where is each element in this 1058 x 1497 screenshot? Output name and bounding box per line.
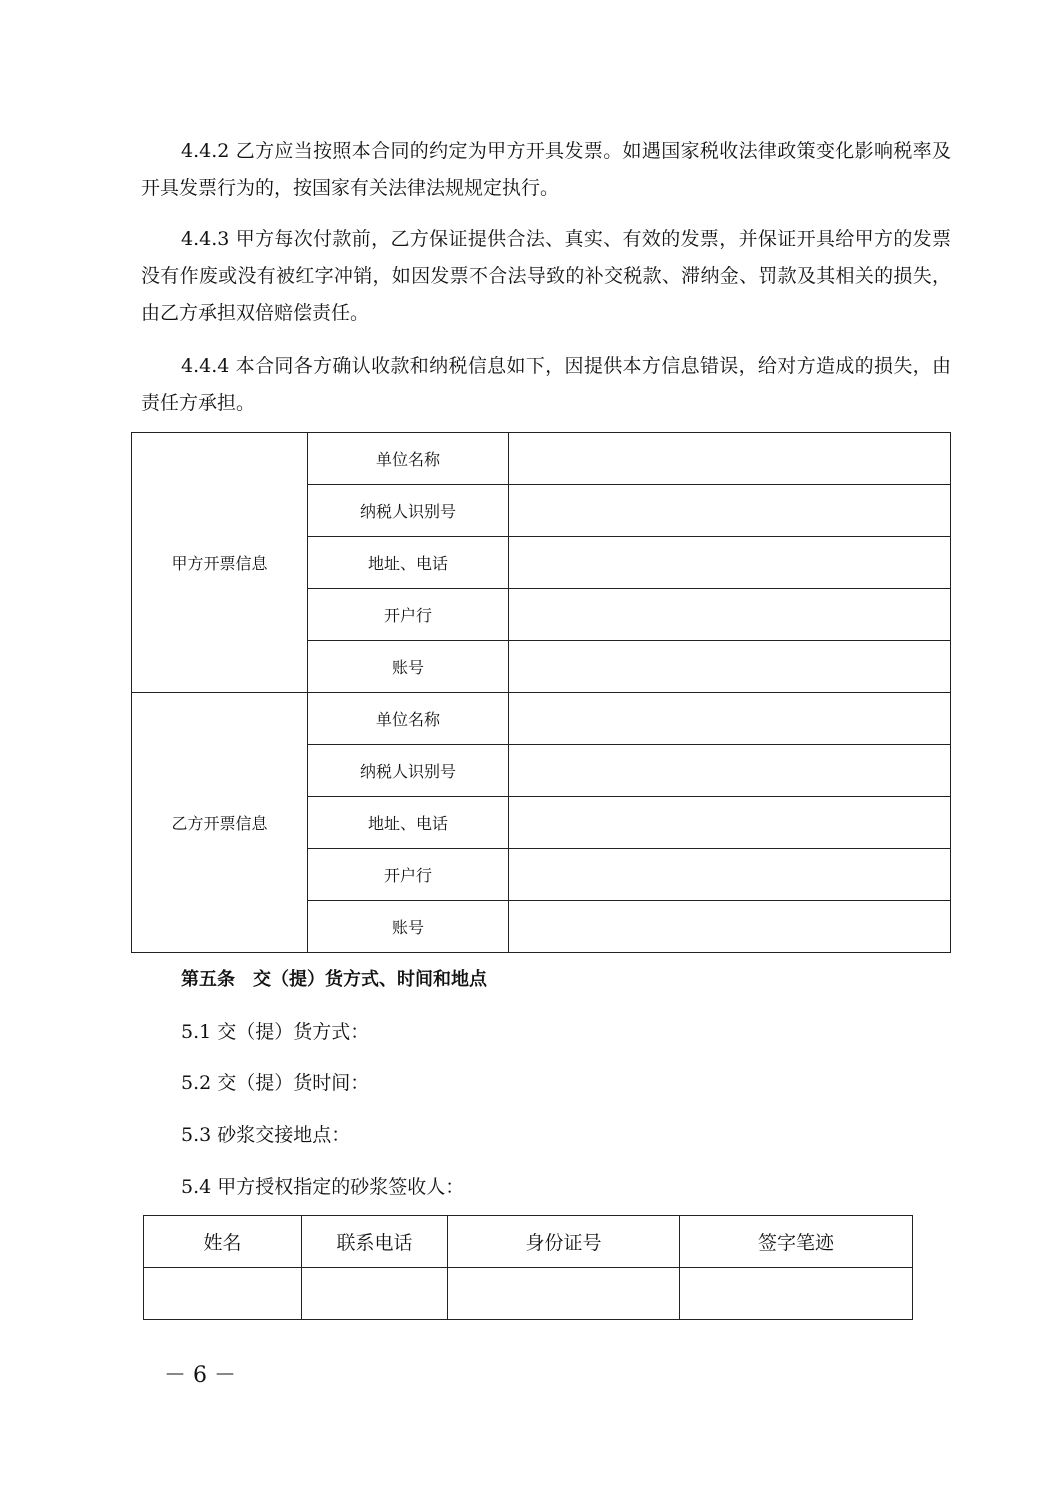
signature-cell[interactable]: [680, 1268, 913, 1320]
field-label: 账号: [308, 901, 509, 953]
paragraph-4-4-3: 4.4.3 甲方每次付款前，乙方保证提供合法、真实、有效的发票，并保证开具给甲方的发票没有作废或没有被红字冲销，如因发票不合法导致的补交税款、滞纳金、罚款及其相关的损失，由乙方承担双倍赔偿责任。: [141, 228, 951, 324]
field-label: 纳税人识别号: [308, 745, 509, 797]
field-value-cell[interactable]: [509, 745, 951, 797]
id-number-cell[interactable]: [448, 1268, 680, 1320]
header-name: 姓名: [144, 1216, 302, 1268]
field-label: 单位名称: [308, 433, 509, 485]
table-row: [144, 1268, 913, 1320]
item-5-1: 5.1 交（提）货方式：: [181, 1021, 370, 1043]
header-signature: 签字笔迹: [680, 1216, 913, 1268]
field-value-cell[interactable]: [509, 433, 951, 485]
field-label: 地址、电话: [308, 797, 509, 849]
field-label: 开户行: [308, 589, 509, 641]
item-5-3: 5.3 砂浆交接地点：: [181, 1124, 351, 1146]
party-a-group-label: 甲方开票信息: [132, 433, 308, 693]
paragraph-4-4-4: 4.4.4 本合同各方确认收款和纳税信息如下，因提供本方信息错误，给对方造成的损失，由责任方承担。: [141, 355, 951, 414]
field-value-cell[interactable]: [509, 537, 951, 589]
item-5-4: 5.4 甲方授权指定的砂浆签收人：: [181, 1176, 465, 1198]
field-label: 开户行: [308, 849, 509, 901]
field-label: 地址、电话: [308, 537, 509, 589]
field-value-cell[interactable]: [509, 485, 951, 537]
field-value-cell[interactable]: [509, 797, 951, 849]
item-5-2: 5.2 交（提）货时间：: [181, 1072, 370, 1094]
invoice-info-table: [131, 432, 951, 953]
party-b-group-label: 乙方开票信息: [132, 693, 308, 953]
section-5-heading: 第五条 交（提）货方式、时间和地点: [181, 969, 487, 990]
header-phone: 联系电话: [302, 1216, 448, 1268]
table-row: [132, 693, 951, 745]
field-label: 纳税人识别号: [308, 485, 509, 537]
field-value-cell[interactable]: [509, 693, 951, 745]
table-row: [132, 433, 951, 485]
paragraph-4-4-2: 4.4.2 乙方应当按照本合同的约定为甲方开具发票。如遇国家税收法律政策变化影响税率及开具发票行为的，按国家有关法律法规规定执行。: [141, 140, 951, 199]
signer-table: [143, 1215, 913, 1320]
phone-cell[interactable]: [302, 1268, 448, 1320]
field-value-cell[interactable]: [509, 901, 951, 953]
table-row: [144, 1216, 913, 1268]
field-value-cell[interactable]: [509, 589, 951, 641]
page-number: － 6 －: [164, 1363, 236, 1388]
field-value-cell[interactable]: [509, 849, 951, 901]
field-value-cell[interactable]: [509, 641, 951, 693]
field-label: 单位名称: [308, 693, 509, 745]
field-label: 账号: [308, 641, 509, 693]
name-cell[interactable]: [144, 1268, 302, 1320]
header-id-number: 身份证号: [448, 1216, 680, 1268]
